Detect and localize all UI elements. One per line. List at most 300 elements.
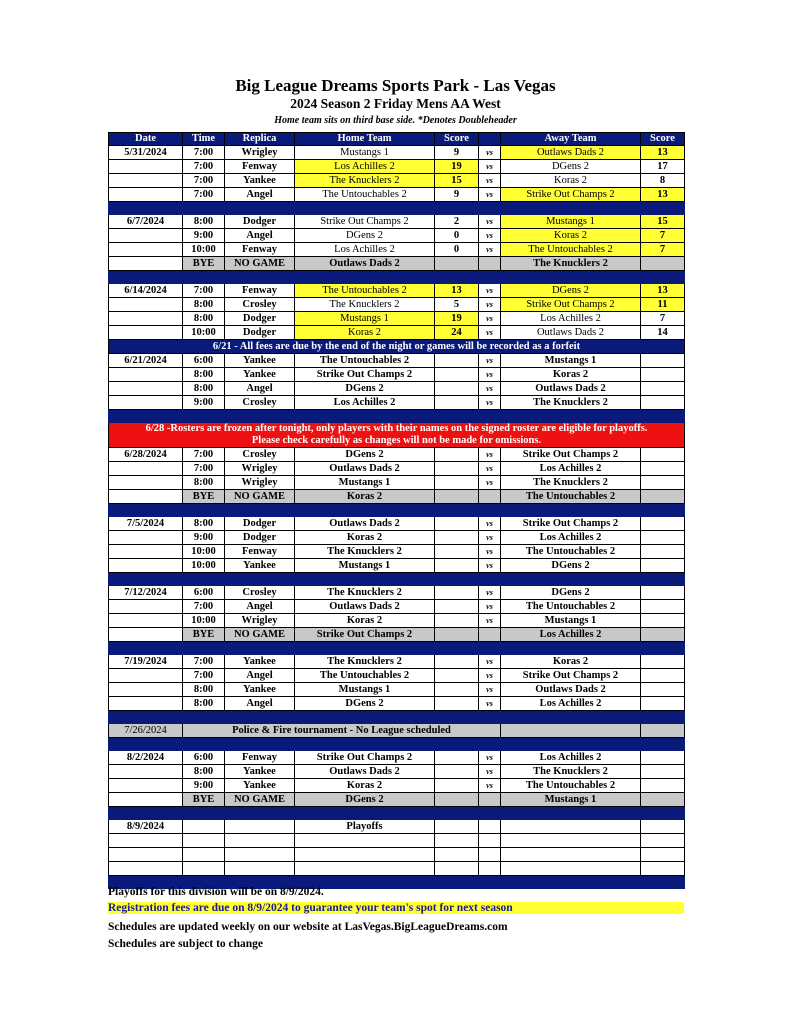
game-row	[109, 326, 685, 340]
game-row	[109, 476, 685, 490]
empty-cell	[109, 848, 183, 862]
home-team: Los Achilles 2	[295, 396, 435, 410]
game-date: 7/19/2024	[109, 655, 183, 669]
game-date	[109, 779, 183, 793]
game-date: 5/31/2024	[109, 146, 183, 160]
empty-cell	[435, 834, 479, 848]
away-score	[641, 697, 685, 711]
game-row	[109, 215, 685, 229]
game-field: Crosley	[225, 298, 295, 312]
empty-cell	[109, 834, 183, 848]
home-score	[435, 462, 479, 476]
empty-cell	[641, 862, 685, 876]
game-time: 9:00	[183, 229, 225, 243]
game-row	[109, 655, 685, 669]
week-separator	[109, 410, 685, 423]
away-score	[641, 382, 685, 396]
game-date	[109, 160, 183, 174]
bye-home-team: Outlaws Dads 2	[295, 257, 435, 271]
bye-row	[109, 257, 685, 271]
game-time: 7:00	[183, 188, 225, 202]
game-date	[109, 298, 183, 312]
away-score	[641, 545, 685, 559]
game-field: Fenway	[225, 160, 295, 174]
game-date	[109, 531, 183, 545]
away-team: Outlaws Dads 2	[501, 146, 641, 160]
bye-date	[109, 628, 183, 642]
vs-label: vs	[479, 462, 501, 476]
website-note: Schedules are updated weekly on our website at LasVegas.BigLeagueDreams.com	[108, 921, 508, 933]
playoff-field	[225, 820, 295, 834]
bye-away-team: Los Achilles 2	[501, 628, 641, 642]
home-score	[435, 779, 479, 793]
bye-away-score	[641, 793, 685, 807]
home-score: 9	[435, 146, 479, 160]
game-date: 6/21/2024	[109, 354, 183, 368]
away-team: The Untouchables 2	[501, 600, 641, 614]
home-team: Mustangs 1	[295, 559, 435, 573]
home-score	[435, 517, 479, 531]
away-score	[641, 683, 685, 697]
bye-vs	[479, 490, 501, 504]
vs-label: vs	[479, 669, 501, 683]
away-score	[641, 368, 685, 382]
game-time: 7:00	[183, 655, 225, 669]
away-score	[641, 600, 685, 614]
separator-cell	[109, 410, 685, 423]
bye-home-team: DGens 2	[295, 793, 435, 807]
away-score	[641, 669, 685, 683]
home-team: DGens 2	[295, 697, 435, 711]
change-note: Schedules are subject to change	[108, 938, 264, 950]
tournament-away	[501, 724, 641, 738]
away-team: The Untouchables 2	[501, 243, 641, 257]
bye-away-score	[641, 628, 685, 642]
game-row	[109, 600, 685, 614]
home-score	[435, 683, 479, 697]
away-score: 13	[641, 146, 685, 160]
game-field: Yankee	[225, 683, 295, 697]
game-time: 6:00	[183, 751, 225, 765]
game-row	[109, 298, 685, 312]
home-team: Koras 2	[295, 531, 435, 545]
game-field: Angel	[225, 669, 295, 683]
playoff-away	[501, 820, 641, 834]
game-date	[109, 765, 183, 779]
game-row	[109, 188, 685, 202]
game-date	[109, 326, 183, 340]
bye-away-score	[641, 257, 685, 271]
empty-cell	[641, 834, 685, 848]
home-team: DGens 2	[295, 229, 435, 243]
playoff-as	[641, 820, 685, 834]
away-team: Strike Out Champs 2	[501, 188, 641, 202]
away-score	[641, 476, 685, 490]
vs-label: vs	[479, 326, 501, 340]
away-score: 7	[641, 312, 685, 326]
game-field: Fenway	[225, 751, 295, 765]
away-team: Los Achilles 2	[501, 312, 641, 326]
page-title: Big League Dreams Sports Park - Las Vegas	[235, 76, 556, 95]
game-date: 6/14/2024	[109, 284, 183, 298]
empty-cell	[479, 862, 501, 876]
game-row	[109, 284, 685, 298]
bye-away-team: Mustangs 1	[501, 793, 641, 807]
home-team: Mustangs 1	[295, 312, 435, 326]
away-score	[641, 448, 685, 462]
away-score	[641, 559, 685, 573]
game-date	[109, 600, 183, 614]
game-time: 10:00	[183, 559, 225, 573]
empty-cell	[225, 834, 295, 848]
game-row	[109, 146, 685, 160]
week-separator	[109, 504, 685, 517]
bye-vs	[479, 257, 501, 271]
bye-label: BYE	[183, 490, 225, 504]
game-field: Angel	[225, 382, 295, 396]
game-time: 7:00	[183, 669, 225, 683]
game-field: Angel	[225, 229, 295, 243]
home-team: Koras 2	[295, 779, 435, 793]
game-row	[109, 586, 685, 600]
away-team: Los Achilles 2	[501, 531, 641, 545]
game-row	[109, 669, 685, 683]
game-field: Crosley	[225, 586, 295, 600]
game-time: 9:00	[183, 531, 225, 545]
game-field: Yankee	[225, 765, 295, 779]
home-score	[435, 765, 479, 779]
game-field: Yankee	[225, 368, 295, 382]
bye-date	[109, 257, 183, 271]
home-score: 0	[435, 229, 479, 243]
playoff-row	[109, 820, 685, 834]
home-score: 24	[435, 326, 479, 340]
week-separator	[109, 573, 685, 586]
home-team: The Knucklers 2	[295, 586, 435, 600]
empty-cell	[295, 834, 435, 848]
away-score	[641, 765, 685, 779]
fee-banner	[109, 340, 685, 354]
bye-home-team: Koras 2	[295, 490, 435, 504]
home-score: 9	[435, 188, 479, 202]
home-score	[435, 396, 479, 410]
game-row	[109, 765, 685, 779]
vs-label: vs	[479, 215, 501, 229]
game-time: 10:00	[183, 326, 225, 340]
empty-cell	[501, 834, 641, 848]
header-date: Date	[109, 133, 183, 146]
away-score	[641, 396, 685, 410]
home-score	[435, 614, 479, 628]
home-score	[435, 545, 479, 559]
home-team: The Untouchables 2	[295, 284, 435, 298]
vs-label: vs	[479, 779, 501, 793]
game-row	[109, 559, 685, 573]
away-score: 17	[641, 160, 685, 174]
bye-vs	[479, 793, 501, 807]
game-time: 8:00	[183, 765, 225, 779]
registration-note: Registration fees are due on 8/9/2024 to guarantee your team's spot for next season	[108, 902, 684, 914]
empty-cell	[479, 848, 501, 862]
empty-row	[109, 834, 685, 848]
game-time: 7:00	[183, 284, 225, 298]
empty-row	[109, 862, 685, 876]
game-time: 10:00	[183, 545, 225, 559]
home-score: 2	[435, 215, 479, 229]
empty-cell	[435, 862, 479, 876]
vs-label: vs	[479, 146, 501, 160]
game-date	[109, 396, 183, 410]
home-team: Mustangs 1	[295, 146, 435, 160]
home-score	[435, 448, 479, 462]
home-score	[435, 531, 479, 545]
game-field: Wrigley	[225, 614, 295, 628]
empty-cell	[295, 862, 435, 876]
bye-home-score	[435, 628, 479, 642]
home-team: Mustangs 1	[295, 476, 435, 490]
week-separator	[109, 711, 685, 724]
game-field: Angel	[225, 697, 295, 711]
away-score	[641, 517, 685, 531]
game-field: Wrigley	[225, 146, 295, 160]
separator-cell	[109, 711, 685, 724]
away-team: Mustangs 1	[501, 215, 641, 229]
away-team: Outlaws Dads 2	[501, 683, 641, 697]
game-field: Dodger	[225, 517, 295, 531]
home-team: Strike Out Champs 2	[295, 368, 435, 382]
vs-label: vs	[479, 229, 501, 243]
away-team: Strike Out Champs 2	[501, 669, 641, 683]
playoff-date: 8/9/2024	[109, 820, 183, 834]
home-team: Strike Out Champs 2	[295, 215, 435, 229]
game-row	[109, 531, 685, 545]
empty-cell	[225, 848, 295, 862]
home-team: The Knucklers 2	[295, 545, 435, 559]
vs-label: vs	[479, 517, 501, 531]
vs-label: vs	[479, 531, 501, 545]
roster-banner-line2: Please check carefully as changes will not be made for omissions.	[251, 435, 542, 446]
away-score	[641, 779, 685, 793]
game-date	[109, 697, 183, 711]
away-team: Strike Out Champs 2	[501, 448, 641, 462]
tournament-row	[109, 724, 685, 738]
roster-banner	[109, 423, 685, 448]
vs-label: vs	[479, 600, 501, 614]
no-game-label: NO GAME	[225, 628, 295, 642]
away-team: The Untouchables 2	[501, 779, 641, 793]
empty-cell	[435, 848, 479, 862]
home-team: The Untouchables 2	[295, 188, 435, 202]
bye-home-team: Strike Out Champs 2	[295, 628, 435, 642]
away-score	[641, 614, 685, 628]
playoff-time	[183, 820, 225, 834]
vs-label: vs	[479, 697, 501, 711]
playoffs-note: Playoffs for this division will be on 8/9/2024.	[108, 886, 324, 898]
bye-label: BYE	[183, 793, 225, 807]
home-score	[435, 559, 479, 573]
vs-label: vs	[479, 382, 501, 396]
week-separator	[109, 271, 685, 284]
game-time: 7:00	[183, 448, 225, 462]
game-field: Wrigley	[225, 462, 295, 476]
separator-cell	[109, 738, 685, 751]
away-team: Strike Out Champs 2	[501, 517, 641, 531]
game-date	[109, 243, 183, 257]
empty-cell	[183, 834, 225, 848]
away-team: The Knucklers 2	[501, 396, 641, 410]
no-game-label: NO GAME	[225, 490, 295, 504]
away-team: Los Achilles 2	[501, 697, 641, 711]
playoff-vs	[479, 820, 501, 834]
game-field: Yankee	[225, 779, 295, 793]
vs-label: vs	[479, 586, 501, 600]
header-home-score: Score	[435, 133, 479, 146]
game-field: Dodger	[225, 531, 295, 545]
game-time: 8:00	[183, 517, 225, 531]
no-game-label: NO GAME	[225, 793, 295, 807]
vs-label: vs	[479, 448, 501, 462]
game-time: 8:00	[183, 215, 225, 229]
game-row	[109, 368, 685, 382]
home-score: 15	[435, 174, 479, 188]
away-team: Los Achilles 2	[501, 751, 641, 765]
game-time: 7:00	[183, 174, 225, 188]
empty-cell	[295, 848, 435, 862]
home-team: The Knucklers 2	[295, 655, 435, 669]
empty-cell	[501, 848, 641, 862]
game-time: 6:00	[183, 586, 225, 600]
vs-label: vs	[479, 396, 501, 410]
game-row	[109, 243, 685, 257]
vs-label: vs	[479, 298, 501, 312]
home-team: Mustangs 1	[295, 683, 435, 697]
away-team: DGens 2	[501, 284, 641, 298]
vs-label: vs	[479, 368, 501, 382]
home-score	[435, 751, 479, 765]
home-score: 19	[435, 160, 479, 174]
home-score	[435, 669, 479, 683]
bye-label: BYE	[183, 628, 225, 642]
vs-label: vs	[479, 284, 501, 298]
home-team: Outlaws Dads 2	[295, 765, 435, 779]
away-team: Koras 2	[501, 174, 641, 188]
game-date: 6/7/2024	[109, 215, 183, 229]
game-field: Fenway	[225, 284, 295, 298]
away-score	[641, 586, 685, 600]
game-date	[109, 476, 183, 490]
away-score: 11	[641, 298, 685, 312]
bye-row	[109, 490, 685, 504]
away-team: Mustangs 1	[501, 614, 641, 628]
header-replica: Replica	[225, 133, 295, 146]
game-row	[109, 174, 685, 188]
home-team: The Knucklers 2	[295, 174, 435, 188]
away-team: Outlaws Dads 2	[501, 382, 641, 396]
away-score: 7	[641, 243, 685, 257]
game-time: 10:00	[183, 243, 225, 257]
header-time: Time	[183, 133, 225, 146]
game-row	[109, 614, 685, 628]
game-date	[109, 683, 183, 697]
bye-away-team: The Untouchables 2	[501, 490, 641, 504]
game-time: 7:00	[183, 146, 225, 160]
game-field: Dodger	[225, 326, 295, 340]
bye-home-score	[435, 793, 479, 807]
game-field: Yankee	[225, 174, 295, 188]
game-field: Angel	[225, 600, 295, 614]
bye-date	[109, 793, 183, 807]
bye-date	[109, 490, 183, 504]
vs-label: vs	[479, 614, 501, 628]
game-row	[109, 697, 685, 711]
empty-cell	[109, 862, 183, 876]
vs-label: vs	[479, 243, 501, 257]
away-team: DGens 2	[501, 160, 641, 174]
bye-away-score	[641, 490, 685, 504]
game-time: 8:00	[183, 382, 225, 396]
game-row	[109, 751, 685, 765]
vs-label: vs	[479, 354, 501, 368]
home-score	[435, 354, 479, 368]
game-row	[109, 354, 685, 368]
home-team: The Untouchables 2	[295, 669, 435, 683]
tournament-score	[641, 724, 685, 738]
away-team: Mustangs 1	[501, 354, 641, 368]
home-score	[435, 586, 479, 600]
empty-cell	[501, 862, 641, 876]
bye-row	[109, 793, 685, 807]
home-team: Koras 2	[295, 614, 435, 628]
away-score: 8	[641, 174, 685, 188]
home-score	[435, 382, 479, 396]
game-time: 8:00	[183, 298, 225, 312]
game-date	[109, 368, 183, 382]
game-date: 6/28/2024	[109, 448, 183, 462]
game-date: 7/5/2024	[109, 517, 183, 531]
game-time: 8:00	[183, 697, 225, 711]
separator-cell	[109, 642, 685, 655]
schedule-table	[108, 132, 685, 889]
vs-label: vs	[479, 545, 501, 559]
tournament-text: Police & Fire tournament - No League scheduled	[183, 724, 501, 738]
game-row	[109, 517, 685, 531]
game-time: 8:00	[183, 368, 225, 382]
game-date	[109, 229, 183, 243]
game-date	[109, 545, 183, 559]
header-vs	[479, 133, 501, 146]
game-field: Yankee	[225, 655, 295, 669]
game-field: Angel	[225, 188, 295, 202]
week-separator	[109, 642, 685, 655]
away-team: The Knucklers 2	[501, 765, 641, 779]
game-row	[109, 396, 685, 410]
game-field: Crosley	[225, 448, 295, 462]
game-date	[109, 669, 183, 683]
home-team: Los Achilles 2	[295, 160, 435, 174]
game-date	[109, 382, 183, 396]
header-away-score: Score	[641, 133, 685, 146]
game-row	[109, 382, 685, 396]
vs-label: vs	[479, 174, 501, 188]
game-row	[109, 462, 685, 476]
home-team: Los Achilles 2	[295, 243, 435, 257]
game-row	[109, 448, 685, 462]
game-field: Fenway	[225, 545, 295, 559]
game-field: Dodger	[225, 312, 295, 326]
table-header-row	[109, 133, 685, 146]
game-date	[109, 312, 183, 326]
game-time: 10:00	[183, 614, 225, 628]
